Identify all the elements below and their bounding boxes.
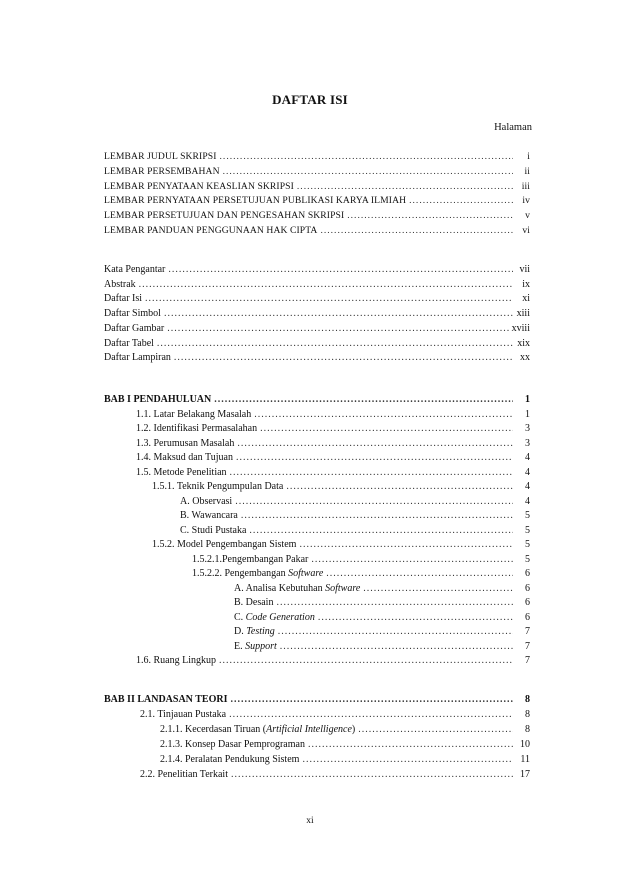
toc-entry-label: A. Observasi [180,495,233,507]
dot-leader [167,323,508,335]
toc-entry-page: vii [519,264,530,275]
toc-entry [234,583,530,595]
dot-leader [236,452,513,464]
toc-entry [136,409,530,421]
dot-leader [237,438,513,450]
toc-entry [104,293,530,305]
toc-entry [192,568,530,580]
dot-leader [347,210,513,222]
toc-entry-label: 1.1. Latar Belakang Masalah [136,408,252,420]
toc-entry-label [234,626,275,638]
dot-leader [230,467,513,479]
toc-entry-label-italic: Software [288,568,324,579]
dot-leader [219,655,513,667]
toc-entry-page: vi [522,225,530,236]
dot-leader [276,597,513,609]
dot-leader [220,151,513,163]
toc-entry-page: 4 [525,495,530,507]
toc-entry-label [234,612,315,624]
toc-entry [104,394,530,406]
toc-entry [136,467,530,479]
toc-entry-label: 1.5.1. Teknik Pengumpulan Data [152,481,284,492]
toc-entry [160,739,530,751]
toc-entry-label-italic: Testing [246,626,275,637]
dot-leader [229,709,513,721]
toc-entry [104,338,530,350]
toc-entry-label: Abstrak [104,278,136,290]
dot-leader [409,195,513,207]
toc-entry [104,210,530,222]
toc-entry [104,225,530,237]
toc-entry [192,554,530,566]
toc-entry-label: LEMBAR PERSEMBAHAN [104,165,220,177]
toc-entry-page: 8 [525,709,530,720]
toc-entry-page: xviii [511,322,530,334]
toc-entry [104,352,530,364]
toc-entry-label-italic: Software [325,582,361,594]
toc-entry-label: LEMBAR PANDUAN PENGGUNAAN HAK CIPTA [104,225,318,236]
dot-leader [230,694,513,706]
toc-entry-page: 4 [525,452,530,463]
toc-entry [104,195,530,207]
toc-entry-page: xiii [516,308,530,320]
toc-entry-page: 10 [520,739,530,750]
toc-entry-page: 5 [525,553,530,565]
toc-entry-label: 1.2. Identifikasi Permasalahan [136,423,258,434]
toc-entry [234,626,530,638]
toc-entry-page: 1 [525,408,530,420]
toc-entry-page: xix [517,337,530,349]
dot-leader [260,423,513,435]
dot-leader [235,496,513,508]
toc-entry [104,264,530,276]
toc-entry-label-part: A. Analisa Kebutuhan [234,582,326,594]
toc-entry [152,539,530,551]
toc-entry-label: 1.5.2. Model Pengembangan Sistem [152,539,297,550]
toc-entry [136,423,530,435]
toc-entry-label: Daftar Simbol [104,308,161,320]
toc-entry [180,510,530,522]
dot-leader [214,394,513,406]
toc-entry-label: 2.2. Penelitian Terkait [140,769,228,780]
toc-entry [136,655,530,667]
dot-leader [249,525,513,537]
toc-entry-page: 6 [525,597,530,608]
toc-entry-page: 3 [525,437,530,449]
dot-leader [241,510,513,522]
toc-entry-page: 5 [525,539,530,550]
toc-entry-page: 5 [525,524,530,536]
halaman-label: Halaman [494,122,532,133]
toc-entry-label-part: D. [234,626,247,637]
toc-entry [136,452,530,464]
toc-entry-label-part: C. [234,611,246,623]
toc-entry-page: ii [524,165,530,177]
toc-entry-page: 7 [525,640,530,652]
toc-entry [234,641,530,653]
toc-entry [234,597,530,609]
toc-entry-page: v [525,210,530,222]
dot-leader [157,338,513,350]
toc-entry [104,279,530,291]
toc-entry-label: 2.1. Tinjauan Pustaka [140,709,227,720]
dot-leader [311,554,513,566]
toc-entry-label: 1.4. Maksud dan Tujuan [136,452,233,463]
toc-entry-page: 6 [525,582,530,594]
toc-entry-label-italic: Code Generation [245,611,315,623]
toc-entry-label: LEMBAR PENYATAAN KEASLIAN SKRIPSI [104,180,294,192]
toc-entry-page: 4 [525,481,530,492]
dot-leader [302,754,513,766]
dot-leader [326,568,513,580]
toc-entry-label: 1.3. Perumusan Masalah [136,437,235,449]
toc-entry-label: LEMBAR PERSETUJUAN DAN PENGESAHAN SKRIPSI [104,210,345,222]
dot-leader [308,739,513,751]
toc-entry-label: 2.1.4. Peralatan Pendukung Sistem [160,754,300,765]
toc-entry-page: 8 [525,724,530,735]
toc-entry [136,438,530,450]
dot-leader [318,612,513,624]
toc-entry-label: BAB I PENDAHULUAN [104,394,212,405]
toc-entry-page: 17 [520,769,530,780]
toc-entry-label-part: ) [351,724,356,735]
toc-entry-page: 6 [525,568,530,579]
toc-entry-label-italic: Support [245,640,277,652]
page-title: DAFTAR ISI [272,92,348,107]
toc-entry-page: iv [522,195,530,207]
page-number: xi [306,816,314,826]
toc-entry-label: LEMBAR JUDUL SKRIPSI [104,151,217,162]
toc-entry [140,709,530,721]
dot-leader [254,409,513,421]
toc-entry-label: Daftar Tabel [104,337,154,349]
toc-entry [104,166,530,178]
toc-entry-page: i [527,151,530,162]
toc-entry-page: 8 [525,694,530,705]
toc-entry-label: 1.6. Ruang Lingkup [136,655,216,666]
toc-entry-label: LEMBAR PERNYATAAN PERSETUJUAN PUBLIKASI KARYA ILMIAH [104,195,407,207]
dot-leader [145,293,513,305]
toc-entry-label: Daftar Isi [104,293,143,305]
toc-entry [160,754,530,766]
toc-entry [104,181,530,193]
toc-entry-label: 2.1.3. Konsep Dasar Pemprograman [160,739,305,750]
toc-entry-label-italic: Artificial Intelligence [266,724,352,735]
toc-entry [180,525,530,537]
toc-entry-label-part: 1.5.2.2. Pengembangan [192,568,289,579]
toc-entry-label: BAB II LANDASAN TEORI [104,694,228,705]
dot-leader [174,352,513,364]
toc-entry-label: 1.5.2.1.Pengembangan Pakar [192,553,309,565]
toc-entry-label [234,641,277,653]
toc-entry-page: ix [522,278,530,290]
toc-entry-page: xi [522,293,530,305]
toc-entry-page: 7 [525,655,530,666]
toc-entry [104,323,530,335]
toc-entry-label-part: E. [234,640,246,652]
toc-entry-label: Daftar Gambar [104,322,165,334]
toc-entry-label: B. Desain [234,597,274,608]
toc-entry [140,769,530,781]
dot-leader [164,308,513,320]
toc-entry [180,496,530,508]
dot-leader [139,279,513,291]
dot-leader [223,166,513,178]
toc-entry [160,724,530,736]
toc-entry-label: Daftar Lampiran [104,352,171,364]
toc-entry-page: 6 [525,611,530,623]
toc-entry-page: 3 [525,423,530,434]
toc-entry-label [160,724,355,736]
toc-entry [104,151,530,163]
toc-entry-label: 1.5. Metode Penelitian [136,466,227,478]
toc-entry-label [192,568,323,580]
toc-entry-page: 1 [525,394,530,405]
toc-entry-page: 11 [520,754,530,765]
toc-entry-page: iii [521,180,530,192]
dot-leader [363,583,513,595]
toc-entry [152,481,530,493]
dot-leader [278,626,513,638]
toc-entry [104,694,530,706]
toc-entry-page: 7 [525,626,530,637]
toc-entry [104,308,530,320]
toc-entry-label: B. Wawancara [180,510,238,521]
toc-entry-page: 4 [525,466,530,478]
toc-entry-label: C. Studi Pustaka [180,524,247,536]
dot-leader [358,724,513,736]
dot-leader [299,539,513,551]
toc-entry-page: xx [520,352,530,364]
toc-entry-label: Kata Pengantar [104,264,166,275]
dot-leader [320,225,513,237]
toc-entry [234,612,530,624]
dot-leader [286,481,513,493]
toc-entry-label-part: 2.1.1. Kecerdasan Tiruan ( [160,724,267,735]
dot-leader [231,769,513,781]
toc-entry-label [234,583,360,595]
toc-entry-page: 5 [525,510,530,521]
dot-leader [297,181,513,193]
dot-leader [280,641,513,653]
dot-leader [168,264,513,276]
